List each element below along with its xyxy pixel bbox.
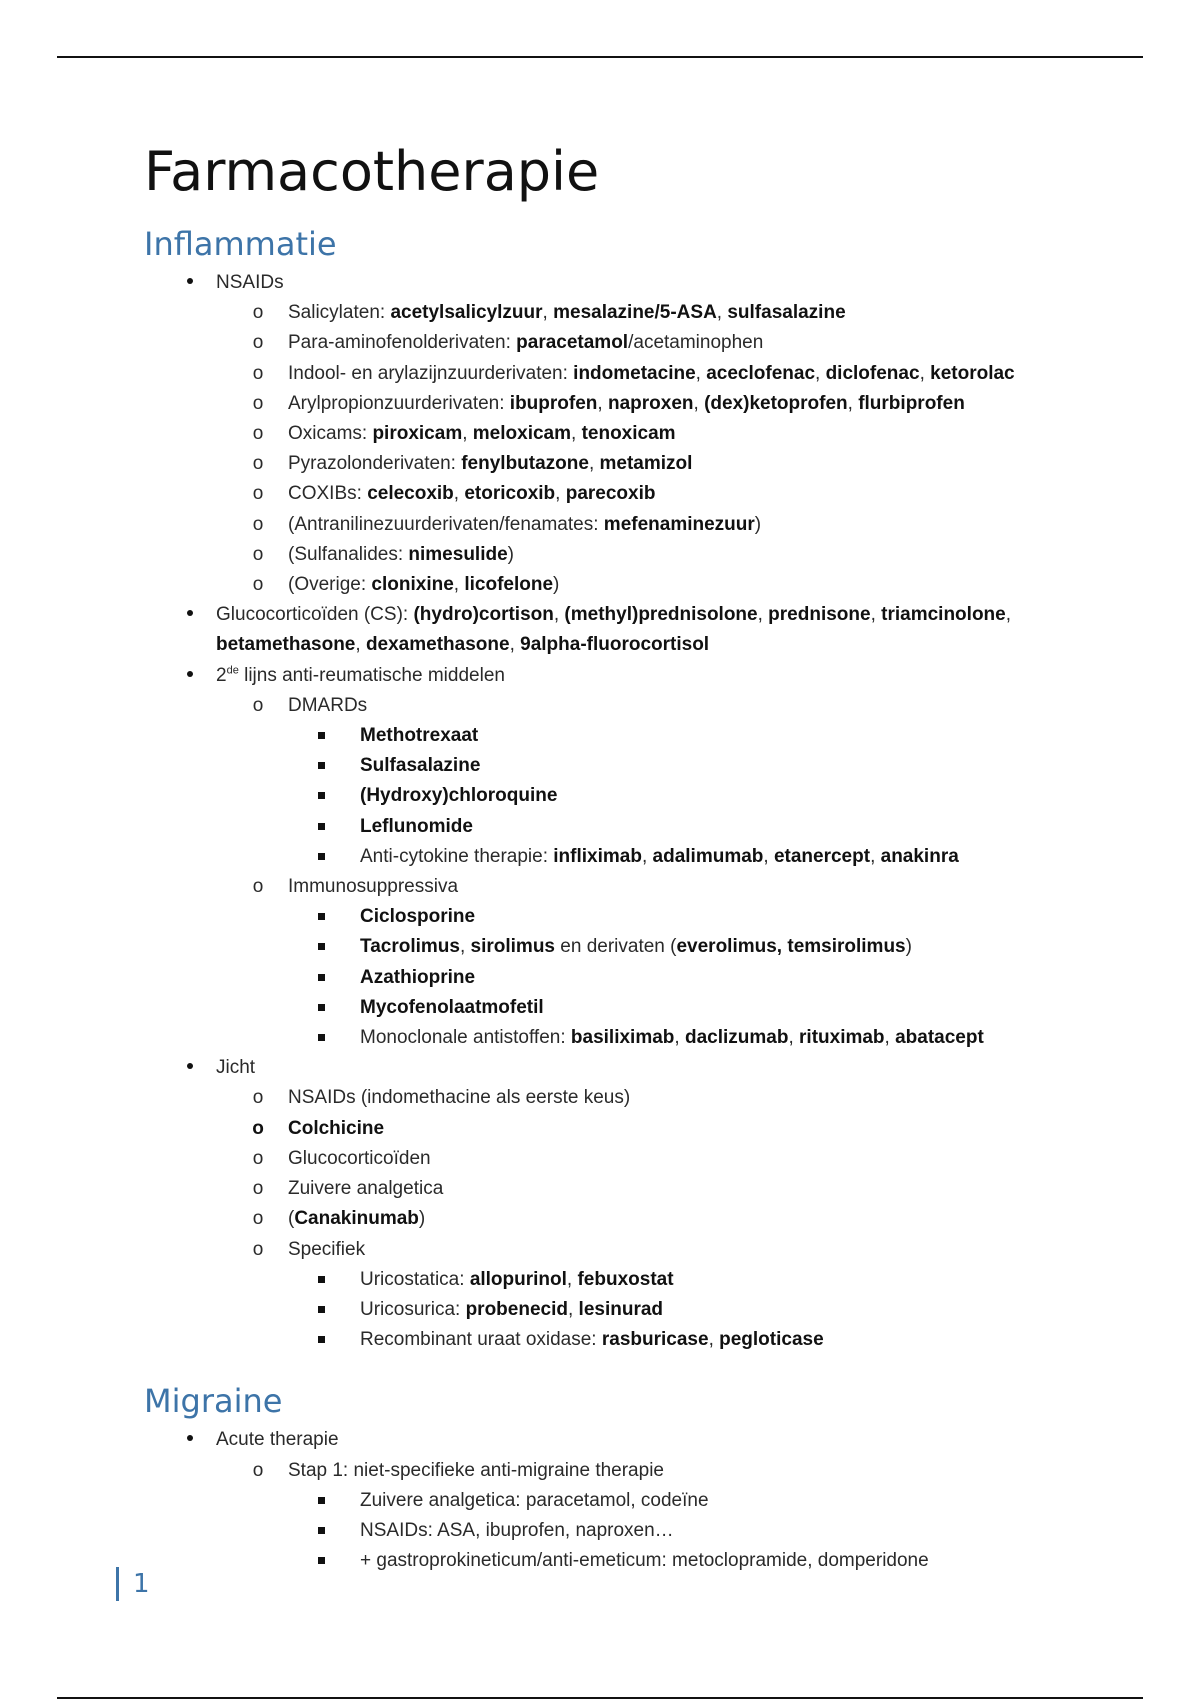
list-item: Uricostatica: allopurinol, febuxostat [288, 1265, 1104, 1295]
circle-bullet-icon: o [252, 483, 264, 505]
square-bullet-icon [318, 1034, 325, 1041]
circle-bullet-icon: o [252, 1238, 264, 1260]
square-bullet-icon [318, 974, 325, 981]
list-item: Sulfasalazine [288, 751, 1104, 781]
list-item: (Hydroxy)chloroquine [288, 781, 1104, 811]
list-item: o Pyrazolonderivaten: fenylbutazone, metamizol [216, 449, 1104, 479]
square-bullet-icon [318, 913, 325, 920]
circle-bullet-icon: o [252, 392, 264, 414]
list-item: o DMARDs Methotrexaat Sulfasalazine (Hydroxy)chloroquine Leflunomide Anti-cytokine therapie: infliximab, adalimumab, etanercept, anakinra [216, 691, 1104, 872]
bullet-icon [180, 661, 200, 691]
circle-bullet-icon: o [252, 694, 264, 716]
list-item: o Zuivere analgetica [216, 1174, 1104, 1204]
list-item: o (Antranilinezuurderivaten/fenamates: mefenaminezuur) [216, 510, 1104, 540]
list-item: NSAIDs o Salicylaten: acetylsalicylzuur, mesalazine/5-ASA, sulfasalazine o Para-aminofenolderivaten: paracetamol/acetaminophen o Indool- en arylazijnzuurderivaten: indometacine, aceclofenac, diclofenac, ketorolac o Arylpropionzuurderivaten: ibuprofen, naproxen, (dex)ketoprofen, flurbiprofen o Oxicams: piroxicam, meloxicam, tenoxicam o Pyrazolonderivaten: fenylbutazone, metamizol o COXIBs: celecoxib, etoricoxib, parecoxib o (Antranilinezuurderivaten/fenamates: mefenaminezuur) o (Sulfanalides: nimesulide) o (Overige: clonixine, licofelone) [144, 268, 1104, 600]
document-body [144, 140, 1104, 1576]
circle-bullet-icon: o [252, 876, 264, 898]
list-item: Tacrolimus, sirolimus en derivaten (everolimus, temsirolimus) [288, 932, 1104, 962]
square-bullet-icon [318, 943, 325, 950]
circle-bullet-icon: o [252, 1208, 264, 1230]
inflammatie-list [144, 268, 1104, 1355]
bullet-icon [180, 1425, 200, 1455]
document-title: Farmacotherapie [144, 140, 600, 203]
list-item: Anti-cytokine therapie: infliximab, adalimumab, etanercept, anakinra [288, 842, 1104, 872]
circle-bullet-icon: o [252, 1147, 264, 1169]
list-item: o Arylpropionzuurderivaten: ibuprofen, naproxen, (dex)ketoprofen, flurbiprofen [216, 389, 1104, 419]
square-bullet-icon [318, 1336, 325, 1343]
nsaids-list [216, 298, 1104, 600]
header-rule [57, 56, 1143, 58]
square-bullet-icon [318, 732, 325, 739]
square-bullet-icon [318, 1497, 325, 1504]
section-heading-inflammatie: Inflammatie [144, 225, 337, 263]
circle-bullet-icon: o [252, 1117, 264, 1139]
list-item: Leflunomide [288, 812, 1104, 842]
list-item: + gastroprokineticum/anti-emeticum: metoclopramide, domperidone [288, 1546, 1104, 1576]
circle-bullet-icon: o [252, 1178, 264, 1200]
square-bullet-icon [318, 1276, 325, 1283]
list-item: 2de lijns anti-reumatische middelen o DMARDs Methotrexaat Sulfasalazine (Hydroxy)chloroquine Leflunomide Anti-cytokine therapie: infliximab, adalimumab, etanercept, anakinra o Immunosuppressiva Ciclosporine Tacrolimus, sirolimus en derivaten (everolimus, temsirolimus) Azathioprine Mycofenolaatmofetil Monoclonale antistoffen: basiliximab, daclizumab, rituximab, abatacept [144, 661, 1104, 1054]
list-item: Jicht o NSAIDs (indomethacine als eerste keus) o Colchicine o Glucocorticoïden o Zuivere analgetica o (Canakinumab) o Specifiek Uricostatica: allopurinol, febuxostat Uricosurica: probenecid, lesinurad Recombinant uraat oxidase: rasburicase, pegloticase [144, 1053, 1104, 1355]
list-item: Glucocorticoïden (CS): (hydro)cortison, (methyl)prednisolone, prednisone, triamcinolone, betamethasone, dexamethasone, 9alpha-fluorocortisol [144, 600, 1104, 660]
list-item: Monoclonale antistoffen: basiliximab, daclizumab, rituximab, abatacept [288, 1023, 1104, 1053]
list-item: o Immunosuppressiva Ciclosporine Tacrolimus, sirolimus en derivaten (everolimus, temsirolimus) Azathioprine Mycofenolaatmofetil Monoclonale antistoffen: basiliximab, daclizumab, rituximab, abatacept [216, 872, 1104, 1053]
circle-bullet-icon: o [252, 453, 264, 475]
square-bullet-icon [318, 1306, 325, 1313]
square-bullet-icon [318, 1557, 325, 1564]
circle-bullet-icon: o [252, 362, 264, 384]
square-bullet-icon [318, 792, 325, 799]
list-item: Mycofenolaatmofetil [288, 993, 1104, 1023]
circle-bullet-icon: o [252, 574, 264, 596]
list-item: NSAIDs: ASA, ibuprofen, naproxen… [288, 1516, 1104, 1546]
square-bullet-icon [318, 853, 325, 860]
list-item: o (Canakinumab) [216, 1204, 1104, 1234]
page-number: 1 [116, 1567, 150, 1601]
list-item: Acute therapie o Stap 1: niet-specifieke anti-migraine therapie Zuivere analgetica: paracetamol, codeïne NSAIDs: ASA, ibuprofen, naproxen… + gastroprokineticum/anti-emeticum: metoclopramide, domperidone [144, 1425, 1104, 1576]
square-bullet-icon [318, 823, 325, 830]
circle-bullet-icon: o [252, 1459, 264, 1481]
list-item: o COXIBs: celecoxib, etoricoxib, parecoxib [216, 479, 1104, 509]
bullet-icon [180, 1053, 200, 1083]
list-item: o Salicylaten: acetylsalicylzuur, mesalazine/5-ASA, sulfasalazine [216, 298, 1104, 328]
circle-bullet-icon: o [252, 543, 264, 565]
bullet-icon [180, 268, 200, 298]
list-item: o Oxicams: piroxicam, meloxicam, tenoxicam [216, 419, 1104, 449]
list-item: o Para-aminofenolderivaten: paracetamol/acetaminophen [216, 328, 1104, 358]
list-item: Recombinant uraat oxidase: rasburicase, pegloticase [288, 1325, 1104, 1355]
migraine-list [144, 1425, 1104, 1576]
list-item: o Glucocorticoïden [216, 1144, 1104, 1174]
list-item: o (Overige: clonixine, licofelone) [216, 570, 1104, 600]
circle-bullet-icon: o [252, 423, 264, 445]
circle-bullet-icon: o [252, 302, 264, 324]
list-item: o Indool- en arylazijnzuurderivaten: indometacine, aceclofenac, diclofenac, ketorolac [216, 359, 1104, 389]
square-bullet-icon [318, 1004, 325, 1011]
square-bullet-icon [318, 762, 325, 769]
circle-bullet-icon: o [252, 1087, 264, 1109]
list-item: Methotrexaat [288, 721, 1104, 751]
circle-bullet-icon: o [252, 332, 264, 354]
list-item: Uricosurica: probenecid, lesinurad [288, 1295, 1104, 1325]
list-item: o Colchicine [216, 1114, 1104, 1144]
list-item: o Specifiek Uricostatica: allopurinol, febuxostat Uricosurica: probenecid, lesinurad Recombinant uraat oxidase: rasburicase, pegloticase [216, 1235, 1104, 1356]
list-item: Azathioprine [288, 963, 1104, 993]
bullet-icon [180, 600, 200, 630]
list-item: o Stap 1: niet-specifieke anti-migraine therapie Zuivere analgetica: paracetamol, codeïne NSAIDs: ASA, ibuprofen, naproxen… + gastroprokineticum/anti-emeticum: metoclopramide, domperidone [216, 1456, 1104, 1577]
circle-bullet-icon: o [252, 513, 264, 535]
section-heading-migraine: Migraine [144, 1382, 283, 1421]
list-item: o NSAIDs (indomethacine als eerste keus) [216, 1083, 1104, 1113]
list-item: o (Sulfanalides: nimesulide) [216, 540, 1104, 570]
list-item: Zuivere analgetica: paracetamol, codeïne [288, 1486, 1104, 1516]
list-item: Ciclosporine [288, 902, 1104, 932]
square-bullet-icon [318, 1527, 325, 1534]
footer-rule [57, 1697, 1143, 1699]
